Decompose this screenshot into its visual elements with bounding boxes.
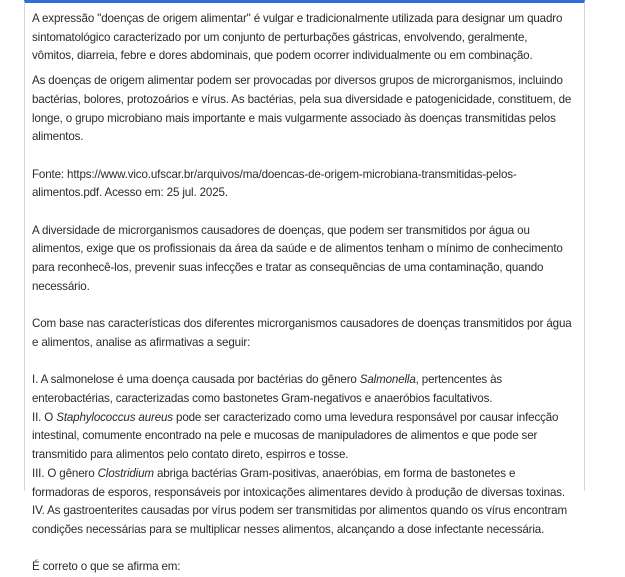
- spacer: [32, 540, 572, 559]
- spacer: [32, 297, 572, 316]
- genus-name: Salmonella: [359, 373, 416, 387]
- statement-text: abriga bactérias Gram-positivas, anaeróbias, em forma de bastonetes e formadoras de esporos, responsáveis por intoxicações alimentares devido à produção de diversas toxinas.: [32, 466, 565, 499]
- species-name: Staphylococcus aureus: [56, 410, 173, 424]
- prompt-paragraph: Com base nas características dos diferentes microrganismos causadores de doenças transmitidos por água e alimentos, analise as afirmativas a seguir:: [32, 317, 572, 349]
- statement-4: [32, 502, 572, 539]
- context-paragraph: A diversidade de microrganismos causadores de doenças, que podem ser transmitidos por água ou alimentos, exige que os profissionais da área da saúde e de alimentos tenham o mínimo de conhecimento para reconhecê-los, prevenir suas infecções e tratar as consequências de uma contaminação, quando necessário.: [32, 223, 563, 293]
- genus-name: Clostridium: [97, 466, 154, 480]
- closing-question: É correto o que se afirma em:: [32, 560, 181, 574]
- question-content: [32, 10, 572, 577]
- spacer: [32, 203, 572, 222]
- statement-text: IV. As gastroenterites causadas por vírus podem ser transmitidas por alimentos quando os vírus encontram condições necessárias para se multiplicar nesses alimentos, alcançando a dose infectante necessária.: [32, 504, 567, 536]
- source-citation: Fonte: https://www.vico.ufscar.br/arquivos/ma/doencas-de-origem-microbiana-transmitidas-pelos-alimentos.pdf. Acesso em: 25 jul. 2025.: [32, 167, 517, 200]
- statement-1: [32, 371, 572, 408]
- statement-text: , pertencentes às enterobactérias, caracterizadas como bastonetes Gram-negativos e anaeróbios facultativos.: [32, 373, 503, 405]
- statement-2: [32, 409, 572, 465]
- question-panel: [24, 0, 585, 574]
- statement-text: I. A salmonelose é uma doença causada por bactérias do gênero: [32, 373, 360, 387]
- statement-text: II. O: [32, 410, 57, 424]
- intro-paragraph: A expressão "doenças de origem alimentar" é vulgar e tradicionalmente utilizada para designar um quadro sintomatológico caracterizado por um conjunto de perturbações gástricas, envolvendo, geralmente, vômitos, diarreia, febre e dores abdominais, que podem ocorrer individualmente ou em combinação.: [32, 12, 563, 63]
- spacer: [32, 353, 572, 372]
- statement-text: III. O gênero: [32, 466, 98, 480]
- statement-3: [32, 465, 572, 502]
- spacer: [32, 147, 572, 166]
- statement-text: pode ser caracterizado como uma levedura responsável por causar infecção intestinal, comumente encontrado na pele e mucosas de manipuladores de alimentos e que pode ser transmitido para alimentos pelo contato direto, espirros e tosse.: [32, 410, 559, 462]
- second-paragraph: As doenças de origem alimentar podem ser provocadas por diversos grupos de microrganismos, incluindo bactérias, bolores, protozoários e vírus. As bactérias, pela sua diversidade e patogenicidade, constituem, de longe, o grupo microbiano mais importante e mais vulgarmente associado às doenças transmitidas pelos alimentos.: [32, 74, 572, 144]
